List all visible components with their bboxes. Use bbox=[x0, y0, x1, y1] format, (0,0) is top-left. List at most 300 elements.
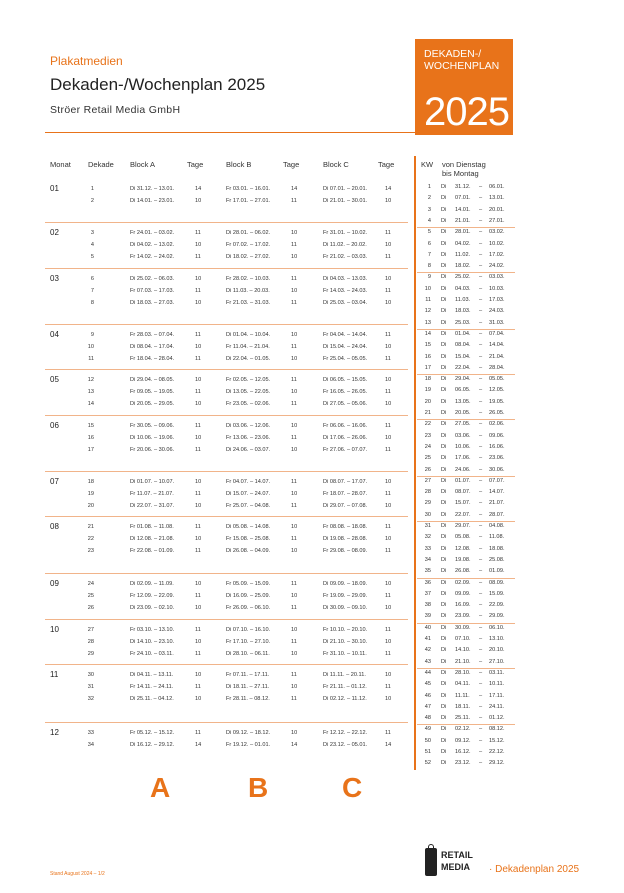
block-c-days: 11 bbox=[385, 730, 391, 736]
block-c-range: Fr 16.05. – 26.05. bbox=[323, 389, 368, 395]
dekade-row bbox=[0, 627, 410, 639]
week-day-label: Di bbox=[441, 455, 447, 462]
block-b-range: Fr 17.10. – 27.10. bbox=[226, 639, 271, 645]
week-start: 01.04. bbox=[455, 330, 471, 337]
week-number: 13 bbox=[424, 319, 431, 326]
week-end: 10.11. bbox=[489, 681, 505, 688]
block-a-range: Di 22.07. – 31.07. bbox=[130, 503, 175, 509]
block-c-days: 10 bbox=[385, 479, 392, 485]
week-dash: – bbox=[479, 376, 483, 383]
block-a-range: Di 12.08. – 21.08. bbox=[130, 536, 175, 542]
block-b-days: 11 bbox=[291, 401, 297, 407]
dekade-number: 28 bbox=[87, 639, 94, 645]
week-end: 23.06. bbox=[489, 455, 505, 462]
week-day-label: Di bbox=[441, 489, 447, 496]
block-a-days: 14 bbox=[195, 186, 202, 192]
week-dash: – bbox=[479, 364, 483, 371]
block-a-range: Fr 22.08. – 01.09. bbox=[130, 548, 175, 554]
week-end: 09.06. bbox=[489, 432, 505, 439]
month-separator bbox=[45, 722, 408, 723]
week-dash: – bbox=[479, 534, 483, 541]
dekade-row bbox=[0, 401, 410, 413]
dekade-number: 19 bbox=[87, 491, 94, 497]
week-start: 20.05. bbox=[455, 410, 471, 416]
block-b-days: 10 bbox=[291, 356, 298, 362]
badge-year: 2025 bbox=[424, 90, 509, 134]
week-day-label: Di bbox=[441, 715, 447, 722]
week-dash: – bbox=[479, 443, 483, 450]
week-start: 08.07. bbox=[455, 489, 471, 496]
week-end: 18.08. bbox=[489, 545, 505, 552]
week-day-label: Di bbox=[441, 342, 447, 349]
week-start: 15.07. bbox=[455, 500, 471, 507]
week-end: 31.03. bbox=[489, 319, 505, 326]
week-number: 32 bbox=[424, 534, 431, 541]
dekade-number: 27 bbox=[87, 627, 94, 633]
week-day-label: Di bbox=[441, 703, 447, 710]
week-number: 45 bbox=[424, 681, 431, 688]
dekade-number: 14 bbox=[87, 401, 94, 407]
col-header-block-c: Block C bbox=[323, 160, 349, 169]
dekade-number: 29 bbox=[87, 651, 94, 657]
block-b-range: Di 03.06. – 12.06. bbox=[226, 423, 271, 429]
week-number: 5 bbox=[427, 229, 431, 236]
block-b-days: 14 bbox=[291, 186, 298, 192]
block-b-days: 11 bbox=[291, 479, 297, 485]
week-row bbox=[417, 455, 515, 466]
block-b-days: 10 bbox=[291, 627, 298, 633]
week-end: 24.03. bbox=[489, 308, 505, 315]
block-c-days: 14 bbox=[385, 186, 392, 192]
week-end: 03.03. bbox=[489, 274, 505, 281]
week-number: 28 bbox=[424, 489, 431, 496]
week-number: 3 bbox=[427, 206, 431, 213]
week-number: 25 bbox=[424, 455, 431, 462]
week-dash: – bbox=[479, 636, 483, 642]
block-b-days: 11 bbox=[291, 242, 297, 248]
block-b-days: 11 bbox=[291, 581, 297, 587]
dekade-number: 20 bbox=[87, 503, 94, 509]
block-b-days: 10 bbox=[291, 389, 298, 395]
week-row bbox=[417, 693, 515, 704]
week-row bbox=[417, 580, 515, 591]
week-number: 22 bbox=[424, 421, 431, 428]
week-dash: – bbox=[479, 398, 483, 405]
block-c-days: 11 bbox=[385, 356, 391, 362]
block-b-range: Fr 21.03. – 31.03. bbox=[226, 300, 271, 306]
week-end: 19.05. bbox=[489, 398, 505, 405]
block-letter-c: C bbox=[342, 772, 363, 803]
dekade-number: 30 bbox=[87, 672, 94, 678]
week-dash: – bbox=[479, 432, 483, 439]
block-a-days: 10 bbox=[195, 344, 202, 350]
block-b-range: Di 18.11. – 27.11. bbox=[226, 684, 270, 690]
block-a-range: Fr 20.06. – 30.06. bbox=[130, 447, 175, 453]
week-dash: – bbox=[479, 342, 483, 349]
week-row bbox=[417, 749, 515, 760]
week-group-separator bbox=[417, 419, 515, 420]
week-number: 7 bbox=[427, 251, 431, 258]
week-end: 02.06. bbox=[489, 421, 505, 428]
week-start: 13.05. bbox=[455, 398, 471, 405]
block-c-days: 10 bbox=[385, 435, 392, 441]
week-start: 08.04. bbox=[455, 342, 471, 349]
week-start: 31.12. bbox=[455, 184, 471, 190]
block-a-days: 11 bbox=[195, 389, 201, 395]
dekade-row bbox=[0, 288, 410, 300]
week-start: 25.11. bbox=[455, 715, 471, 722]
block-c-days: 10 bbox=[385, 300, 392, 306]
week-day-label: Di bbox=[441, 308, 447, 315]
week-day-label: Di bbox=[441, 726, 447, 733]
week-number: 9 bbox=[427, 274, 431, 281]
dekade-row bbox=[0, 491, 410, 503]
week-row bbox=[417, 241, 515, 252]
month-label: 10 bbox=[50, 625, 59, 634]
block-a-days: 10 bbox=[195, 479, 202, 485]
week-day-label: Di bbox=[441, 523, 447, 529]
week-dash: – bbox=[479, 737, 483, 744]
block-c-range: Di 25.03. – 03.04. bbox=[323, 300, 368, 306]
week-end: 13.10. bbox=[489, 636, 505, 642]
dekade-number: 16 bbox=[87, 435, 94, 441]
col-header-tage-a: Tage bbox=[187, 160, 204, 169]
week-row bbox=[417, 342, 515, 353]
supertitle: Plakatmedien bbox=[50, 54, 123, 68]
block-a-days: 10 bbox=[195, 242, 202, 248]
week-end: 25.08. bbox=[489, 556, 505, 563]
dekade-row bbox=[0, 605, 410, 617]
week-number: 31 bbox=[424, 523, 431, 529]
dekade-number: 6 bbox=[90, 276, 94, 282]
dekade-row bbox=[0, 548, 410, 560]
week-row bbox=[417, 184, 515, 195]
week-dash: – bbox=[479, 556, 483, 563]
week-end: 17.02. bbox=[489, 251, 505, 258]
week-day-label: Di bbox=[441, 206, 447, 213]
block-a-days: 10 bbox=[195, 639, 202, 645]
block-b-range: Fr 03.01. – 16.01. bbox=[226, 186, 271, 192]
block-b-days: 11 bbox=[291, 300, 297, 306]
week-dash: – bbox=[479, 206, 483, 213]
week-dash: – bbox=[479, 523, 483, 529]
week-start: 04.03. bbox=[455, 285, 471, 292]
block-c-range: Di 23.12. – 05.01. bbox=[323, 742, 368, 748]
block-b-range: Di 24.06. – 03.07. bbox=[226, 447, 271, 453]
week-row bbox=[417, 534, 515, 545]
dekade-number: 2 bbox=[90, 198, 94, 204]
week-day-label: Di bbox=[441, 217, 447, 224]
block-c-range: Di 19.08. – 28.08. bbox=[323, 536, 368, 542]
week-start: 29.07. bbox=[455, 523, 471, 529]
block-b-range: Di 09.12. – 18.12. bbox=[226, 730, 271, 736]
week-start: 11.02. bbox=[455, 251, 471, 258]
block-b-range: Fr 28.11. – 08.12. bbox=[226, 696, 270, 702]
block-b-range: Fr 11.04. – 21.04. bbox=[226, 344, 270, 350]
col-header-kw-range-l2: bis Montag bbox=[442, 169, 479, 178]
week-dash: – bbox=[479, 308, 483, 315]
block-b-range: Di 07.10. – 16.10. bbox=[226, 627, 271, 633]
logo-text-line2: MEDIA bbox=[441, 862, 470, 872]
block-c-days: 11 bbox=[385, 288, 391, 294]
block-c-days: 10 bbox=[385, 377, 392, 383]
dekade-row bbox=[0, 423, 410, 435]
block-c-days: 10 bbox=[385, 503, 392, 509]
block-c-range: Di 29.07. – 07.08. bbox=[323, 503, 368, 509]
week-end: 10.03. bbox=[489, 285, 505, 292]
block-letter-b: B bbox=[248, 772, 269, 803]
week-number: 10 bbox=[424, 285, 431, 292]
week-row bbox=[417, 308, 515, 319]
week-number: 52 bbox=[424, 760, 431, 767]
block-b-range: Di 28.10. – 06.11. bbox=[226, 651, 270, 657]
week-dash: – bbox=[479, 624, 483, 631]
block-b-range: Di 22.04. – 01.05. bbox=[226, 356, 271, 362]
block-a-days: 11 bbox=[195, 593, 201, 599]
week-dash: – bbox=[479, 229, 483, 236]
block-a-days: 10 bbox=[195, 401, 202, 407]
week-end: 06.10. bbox=[489, 624, 505, 631]
week-day-label: Di bbox=[441, 556, 447, 563]
block-b-days: 11 bbox=[291, 435, 297, 441]
month-label: 02 bbox=[50, 228, 59, 237]
week-day-label: Di bbox=[441, 477, 447, 484]
block-a-range: Di 14.01. – 23.01. bbox=[130, 198, 175, 204]
week-day-label: Di bbox=[441, 285, 447, 292]
block-c-range: Fr 18.07. – 28.07. bbox=[323, 491, 368, 497]
block-a-days: 11 bbox=[195, 524, 201, 530]
week-end: 21.07. bbox=[489, 500, 505, 507]
dekade-row bbox=[0, 242, 410, 254]
block-b-range: Di 18.02. – 27.02. bbox=[226, 254, 271, 260]
week-day-label: Di bbox=[441, 432, 447, 439]
dekade-row bbox=[0, 479, 410, 491]
block-c-range: Fr 25.04. – 05.05. bbox=[323, 356, 368, 362]
block-c-days: 10 bbox=[385, 605, 392, 611]
week-day-label: Di bbox=[441, 613, 447, 620]
block-b-days: 10 bbox=[291, 230, 298, 236]
week-dash: – bbox=[479, 726, 483, 733]
col-header-block-b: Block B bbox=[226, 160, 252, 169]
dekade-row bbox=[0, 730, 410, 742]
week-day-label: Di bbox=[441, 274, 447, 281]
block-b-days: 10 bbox=[291, 651, 298, 657]
block-b-days: 10 bbox=[291, 423, 298, 429]
week-start: 14.01. bbox=[455, 206, 471, 213]
block-c-days: 10 bbox=[385, 276, 392, 282]
block-b-range: Di 11.03. – 20.03. bbox=[226, 288, 270, 294]
week-row bbox=[417, 647, 515, 658]
week-start: 02.12. bbox=[455, 726, 471, 733]
block-b-range: Fr 02.05. – 12.05. bbox=[226, 377, 271, 383]
month-separator bbox=[45, 415, 408, 416]
block-a-range: Fr 05.12. – 15.12. bbox=[130, 730, 175, 736]
dekade-row bbox=[0, 696, 410, 708]
dekade-number: 1 bbox=[90, 186, 94, 192]
block-c-range: Di 30.09. – 09.10. bbox=[323, 605, 368, 611]
week-start: 17.06. bbox=[455, 455, 471, 462]
block-a-range: Fr 01.08. – 11.08. bbox=[130, 524, 174, 530]
block-b-range: Di 15.07. – 24.07. bbox=[226, 491, 271, 497]
block-c-range: Di 27.05. – 05.06. bbox=[323, 401, 368, 407]
week-row bbox=[417, 421, 515, 432]
block-b-days: 11 bbox=[291, 536, 297, 542]
block-b-range: Fr 04.07. – 14.07. bbox=[226, 479, 271, 485]
block-a-range: Di 31.12. – 13.01. bbox=[130, 186, 175, 192]
week-start: 19.08. bbox=[455, 556, 471, 563]
week-number: 8 bbox=[427, 263, 431, 270]
week-dash: – bbox=[479, 285, 483, 292]
block-a-days: 11 bbox=[195, 423, 201, 429]
block-c-days: 10 bbox=[385, 242, 392, 248]
bag-icon bbox=[425, 848, 437, 876]
dekade-row bbox=[0, 503, 410, 515]
block-a-range: Fr 24.01. – 03.02. bbox=[130, 230, 175, 236]
week-day-label: Di bbox=[441, 466, 447, 473]
week-day-label: Di bbox=[441, 410, 447, 416]
block-c-days: 11 bbox=[385, 593, 391, 599]
block-c-days: 10 bbox=[385, 696, 392, 702]
week-number: 46 bbox=[424, 692, 431, 699]
week-number: 36 bbox=[424, 579, 431, 586]
week-start: 07.10. bbox=[455, 636, 471, 642]
week-row bbox=[417, 274, 515, 285]
dekade-row bbox=[0, 254, 410, 266]
week-dash: – bbox=[479, 387, 483, 394]
block-a-range: Di 04.11. – 13.11. bbox=[130, 672, 174, 678]
week-dash: – bbox=[479, 477, 483, 484]
dekade-row bbox=[0, 344, 410, 356]
block-a-days: 10 bbox=[195, 605, 202, 611]
month-label: 07 bbox=[50, 477, 59, 486]
block-a-days: 10 bbox=[195, 300, 202, 306]
week-start: 18.03. bbox=[455, 308, 471, 315]
block-a-range: Fr 07.03. – 17.03. bbox=[130, 288, 175, 294]
week-start: 07.01. bbox=[455, 195, 471, 202]
block-a-range: Di 04.02. – 13.02. bbox=[130, 242, 175, 248]
week-group-separator bbox=[417, 668, 515, 669]
block-a-range: Di 16.12. – 29.12. bbox=[130, 742, 175, 748]
block-b-range: Fr 13.06. – 23.06. bbox=[226, 435, 271, 441]
week-row bbox=[417, 738, 515, 749]
week-row bbox=[417, 726, 515, 737]
dekade-row bbox=[0, 593, 410, 605]
block-c-range: Di 09.09. – 18.09. bbox=[323, 581, 368, 587]
week-row bbox=[417, 433, 515, 444]
block-b-range: Fr 17.01. – 27.01. bbox=[226, 198, 271, 204]
col-header-kw: KW bbox=[421, 160, 434, 169]
week-dash: – bbox=[479, 658, 483, 665]
dekade-row bbox=[0, 581, 410, 593]
week-row bbox=[417, 478, 515, 489]
block-b-days: 10 bbox=[291, 548, 298, 554]
week-day-label: Di bbox=[441, 511, 447, 518]
week-group-separator bbox=[417, 329, 515, 330]
block-c-days: 11 bbox=[385, 491, 391, 497]
col-header-block-a: Block A bbox=[130, 160, 156, 169]
week-group-separator bbox=[417, 578, 515, 579]
week-dash: – bbox=[479, 353, 483, 360]
week-day-label: Di bbox=[441, 443, 447, 450]
week-dash: – bbox=[479, 217, 483, 224]
week-start: 29.04. bbox=[455, 376, 471, 383]
block-c-days: 11 bbox=[385, 684, 391, 690]
block-c-days: 10 bbox=[385, 536, 392, 542]
page-title: Dekaden-/Wochenplan 2025 bbox=[50, 75, 266, 94]
dekade-row bbox=[0, 276, 410, 288]
month-separator bbox=[45, 664, 408, 665]
block-a-days: 11 bbox=[195, 447, 201, 453]
dekade-number: 24 bbox=[87, 581, 94, 587]
week-number: 40 bbox=[424, 624, 431, 631]
week-row bbox=[417, 354, 515, 365]
block-c-days: 10 bbox=[385, 639, 392, 645]
week-number: 15 bbox=[424, 342, 431, 349]
week-dash: – bbox=[479, 455, 483, 462]
week-end: 26.05. bbox=[489, 410, 505, 416]
dekade-row bbox=[0, 186, 410, 198]
week-start: 14.10. bbox=[455, 647, 471, 654]
week-row bbox=[417, 286, 515, 297]
week-start: 16.12. bbox=[455, 749, 471, 755]
week-start: 04.02. bbox=[455, 240, 471, 247]
block-b-range: Fr 07.11. – 17.11. bbox=[226, 672, 270, 678]
week-day-label: Di bbox=[441, 297, 447, 303]
week-end: 22.09. bbox=[489, 602, 505, 609]
week-end: 05.05. bbox=[489, 376, 505, 383]
block-b-days: 10 bbox=[291, 447, 298, 453]
block-b-days: 11 bbox=[291, 503, 297, 509]
block-b-range: Di 26.08. – 04.09. bbox=[226, 548, 271, 554]
block-b-range: Di 05.08. – 14.08. bbox=[226, 524, 271, 530]
week-group-separator bbox=[417, 521, 515, 522]
week-row bbox=[417, 546, 515, 557]
block-a-days: 10 bbox=[195, 672, 202, 678]
week-end: 29.09. bbox=[489, 613, 505, 620]
block-a-days: 10 bbox=[195, 696, 202, 702]
block-c-range: Fr 31.10. – 10.11. bbox=[323, 651, 367, 657]
week-day-label: Di bbox=[441, 263, 447, 270]
block-c-days: 11 bbox=[385, 627, 391, 633]
block-a-days: 11 bbox=[195, 254, 201, 260]
block-a-days: 10 bbox=[195, 503, 202, 509]
week-number: 35 bbox=[424, 568, 431, 575]
block-c-range: Fr 12.12. – 22.12. bbox=[323, 730, 368, 736]
block-a-days: 10 bbox=[195, 276, 202, 282]
week-dash: – bbox=[479, 613, 483, 620]
block-a-days: 14 bbox=[195, 742, 202, 748]
week-number: 20 bbox=[424, 398, 431, 405]
dekade-number: 32 bbox=[87, 696, 94, 702]
week-end: 20.10. bbox=[489, 647, 505, 654]
week-start: 16.09. bbox=[455, 602, 471, 609]
week-end: 01.12. bbox=[489, 715, 505, 722]
col-header-monat: Monat bbox=[50, 160, 71, 169]
block-a-range: Fr 30.05. – 09.06. bbox=[130, 423, 175, 429]
col-header-kw-range-l1: von Dienstag bbox=[442, 160, 486, 169]
block-a-range: Fr 28.03. – 07.04. bbox=[130, 332, 175, 338]
week-start: 21.10. bbox=[455, 658, 471, 665]
month-label: 12 bbox=[50, 728, 59, 737]
block-a-range: Di 25.11. – 04.12. bbox=[130, 696, 174, 702]
block-a-days: 10 bbox=[195, 581, 202, 587]
week-day-label: Di bbox=[441, 398, 447, 405]
dekade-number: 8 bbox=[90, 300, 94, 306]
week-start: 11.03. bbox=[455, 297, 471, 303]
block-c-days: 14 bbox=[385, 742, 392, 748]
week-day-label: Di bbox=[441, 251, 447, 258]
week-dash: – bbox=[479, 647, 483, 654]
